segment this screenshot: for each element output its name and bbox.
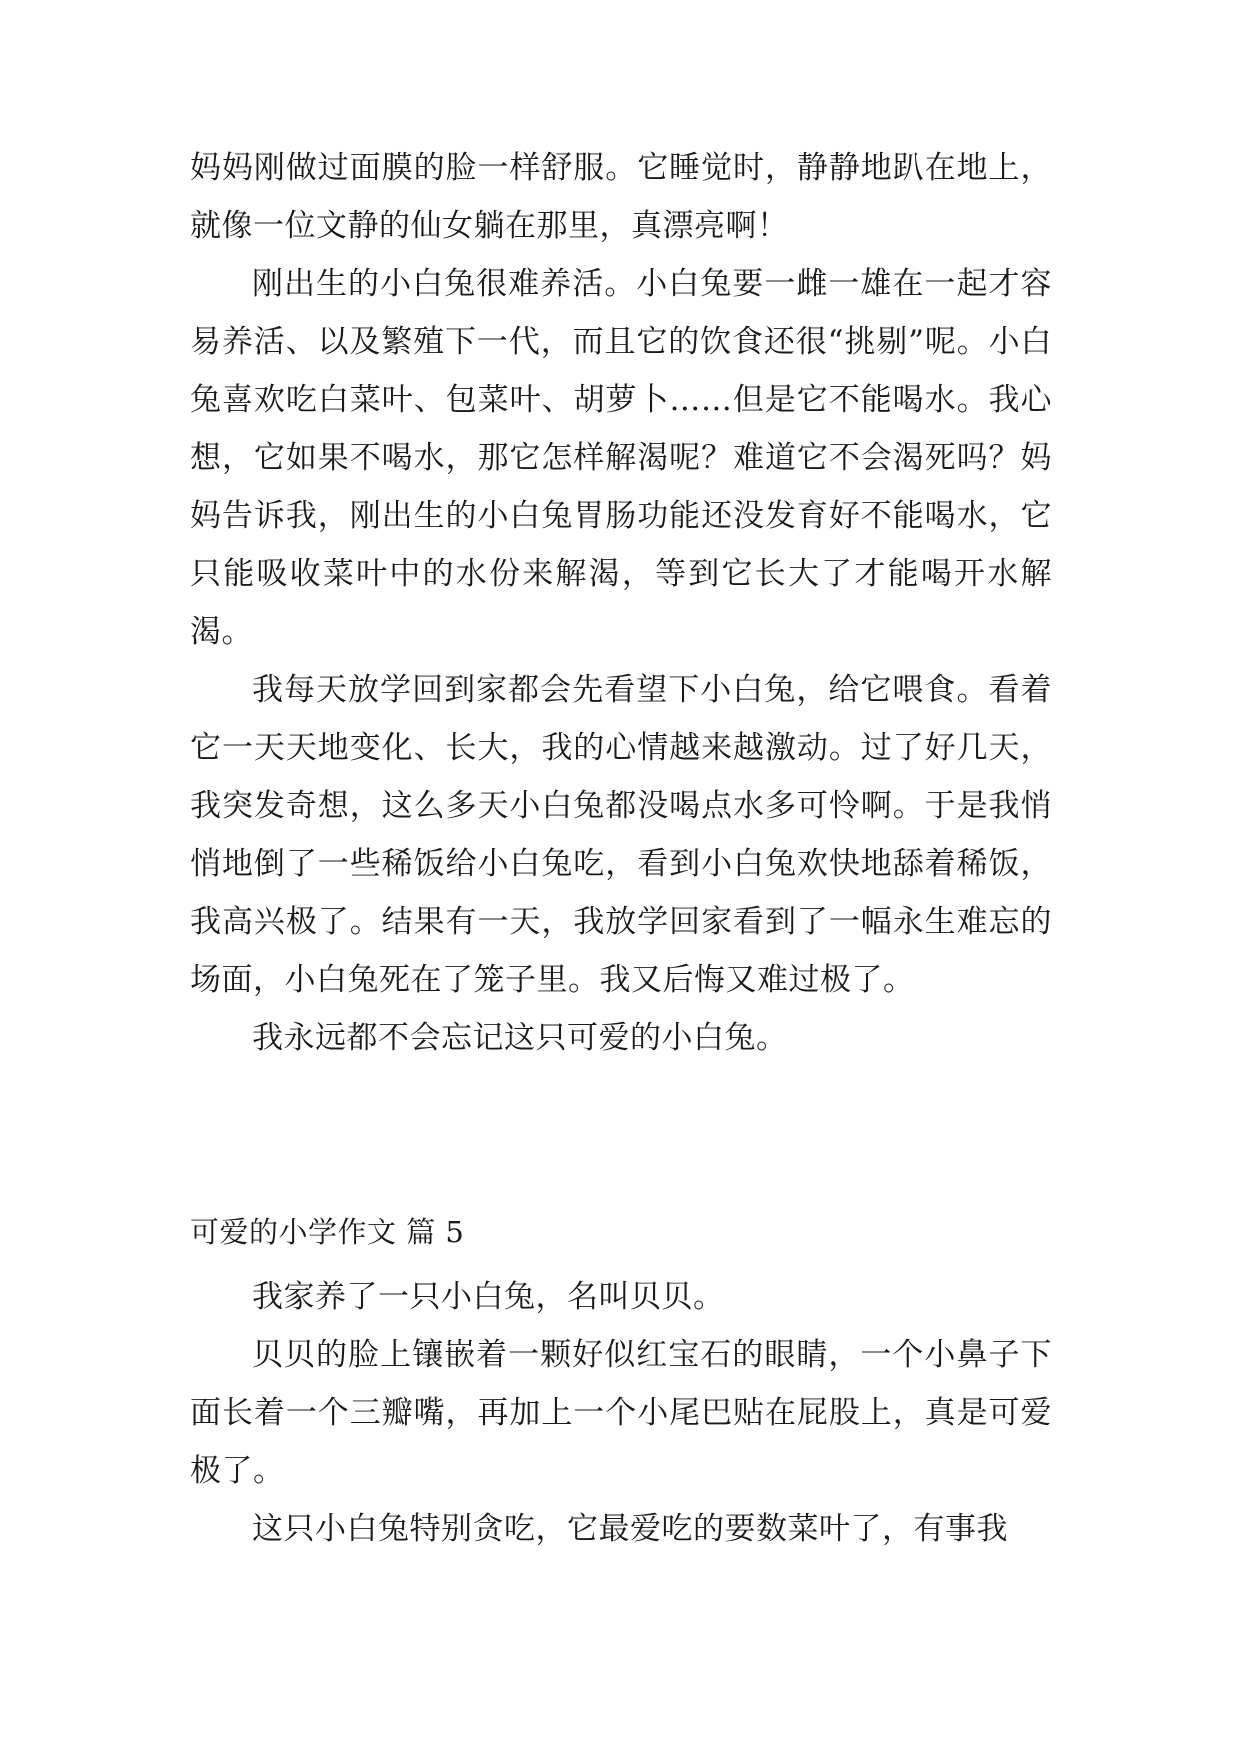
paragraph: 刚出生的小白兔很难养活。小白兔要一雌一雄在一起才容易养活、以及繁殖下一代，而且它的饮食还很“挑剔”呢。小白兔喜欢吃白菜叶、包菜叶、胡萝卜……但是它不能喝水。我心想，它如果不喝水，那它怎样解渴呢？难道它不会渴死吗？妈妈告诉我，刚出生的小白兔胃肠功能还没发育好不能喝水，它只能吸收菜叶中的水份来解渴，等到它长大了才能喝开水解渴。 (190, 266, 1052, 650)
paragraph: 我永远都不会忘记这只可爱的小白兔。 (252, 1020, 788, 1056)
section-title: 可爱的小学作文 篇 5 (190, 1215, 465, 1249)
essay-part-1 (190, 139, 1052, 1067)
paragraph: 这只小白兔特别贪吃，它最爱吃的要数菜叶了，有事我 (252, 1511, 1008, 1547)
essay-part-2 (190, 1268, 1052, 1558)
paragraph: 我家养了一只小白兔，名叫贝贝。 (252, 1279, 725, 1315)
paragraph-continued: 妈妈刚做过面膜的脸一样舒服。它睡觉时，静静地趴在地上，就像一位文静的仙女躺在那里，真漂亮啊！ (190, 150, 1052, 244)
paragraph: 贝贝的脸上镶嵌着一颗好似红宝石的眼睛，一个小鼻子下面长着一个三瓣嘴，再加上一个小尾巴贴在屁股上，真是可爱极了。 (190, 1337, 1052, 1489)
paragraph: 我每天放学回到家都会先看望下小白兔，给它喂食。看着它一天天地变化、长大，我的心情越来越激动。过了好几天，我突发奇想，这么多天小白兔都没喝点水多可怜啊。于是我悄悄地倒了一些稀饭给小白兔吃，看到小白兔欢快地舔着稀饭，我高兴极了。结果有一天，我放学回家看到了一幅永生难忘的场面，小白兔死在了笼子里。我又后悔又难过极了。 (190, 672, 1052, 998)
